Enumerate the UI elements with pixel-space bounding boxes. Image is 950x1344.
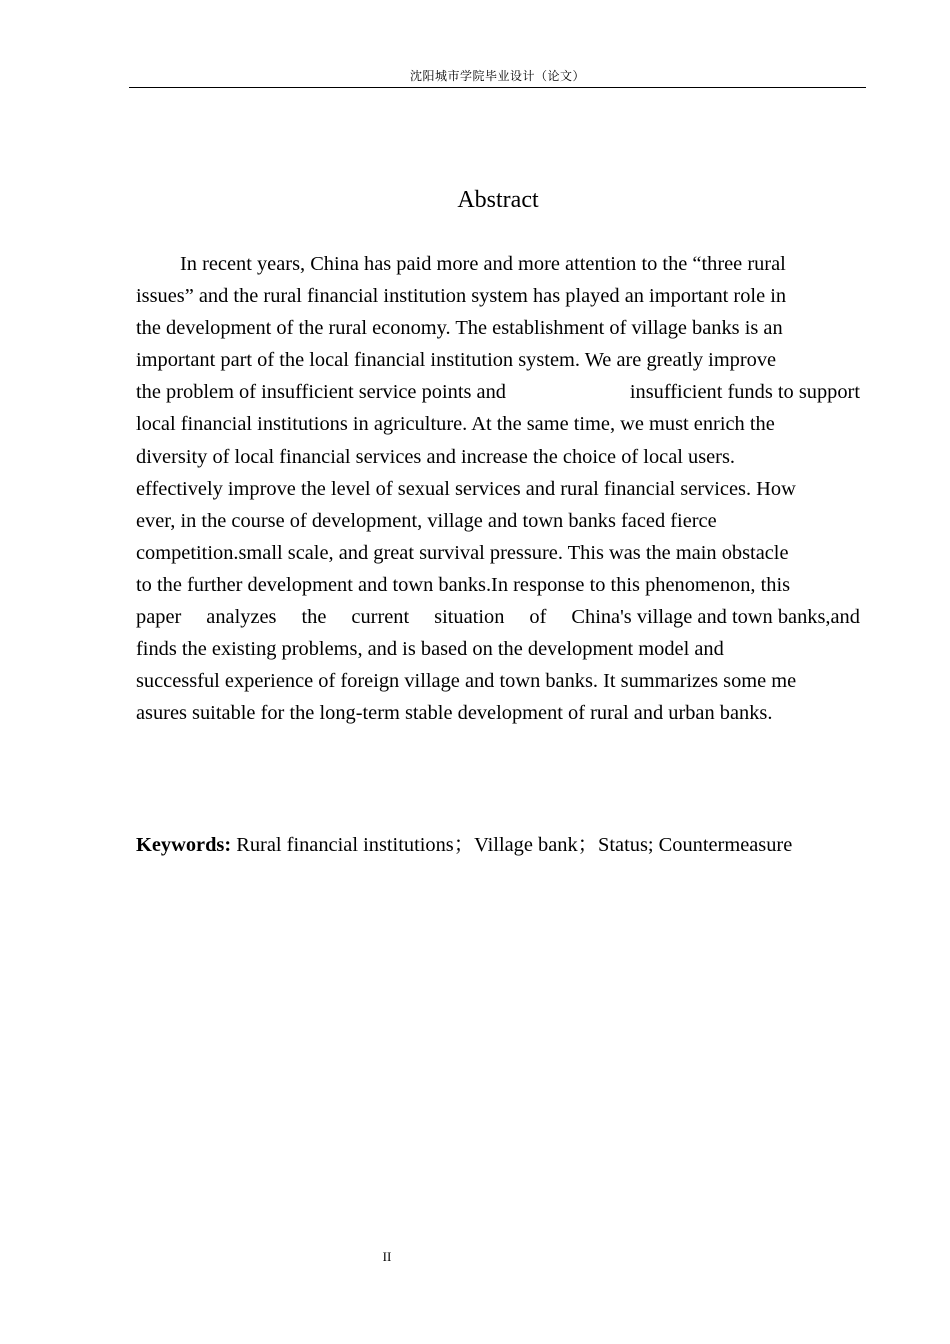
- abstract-word: of: [529, 606, 547, 629]
- abstract-word: China's village and town banks,and: [571, 606, 860, 629]
- abstract-line: local financial institutions in agriculture. At the same time, we must enrich the: [136, 413, 775, 436]
- abstract-line: In recent years, China has paid more and more attention to the “three rural: [180, 253, 786, 275]
- abstract-line: finds the existing problems, and is based on the development model and: [136, 638, 724, 661]
- abstract-line-part: the problem of insufficient service points and: [136, 381, 506, 404]
- abstract-line: the development of the rural economy. The establishment of village banks is an: [136, 317, 783, 340]
- abstract-line: successful experience of foreign village and town banks. It summarizes some me: [136, 670, 797, 693]
- abstract-word: analyzes: [206, 606, 277, 629]
- abstract-word: current: [351, 606, 410, 629]
- running-header: 沈阳城市学院毕业设计（论文）: [409, 69, 585, 83]
- abstract-word: the: [301, 606, 327, 629]
- abstract-word: paper: [136, 606, 182, 629]
- abstract-line: ever, in the course of development, village and town banks faced fierce: [136, 509, 717, 532]
- keywords: [136, 829, 876, 861]
- header-rule: [129, 87, 866, 88]
- abstract-line: [136, 601, 860, 633]
- abstract-line: important part of the local financial institution system. We are greatly improve: [136, 349, 777, 372]
- abstract-line: diversity of local financial services and increase the choice of local users.: [136, 445, 736, 468]
- abstract-word: situation: [434, 606, 505, 629]
- abstract-line-part: insufficient funds to support: [629, 381, 860, 404]
- keywords-text: Rural financial institutions；Village bank；Status; Countermeasure: [231, 834, 793, 856]
- page-number: II: [382, 1249, 392, 1264]
- keywords-label: Keywords:: [136, 834, 232, 856]
- abstract-line: issues” and the rural financial institution system has played an important role in: [136, 285, 787, 308]
- abstract-line: to the further development and town banks.In response to this phenomenon, this: [136, 573, 791, 596]
- abstract-line: [136, 376, 860, 408]
- abstract-title: Abstract: [457, 187, 539, 213]
- abstract-line: asures suitable for the long-term stable development of rural and urban banks.: [136, 702, 773, 725]
- abstract-line: effectively improve the level of sexual services and rural financial services. How: [136, 477, 796, 500]
- abstract-line: competition.small scale, and great survival pressure. This was the main obstacle: [136, 541, 789, 564]
- abstract-body: [136, 248, 860, 729]
